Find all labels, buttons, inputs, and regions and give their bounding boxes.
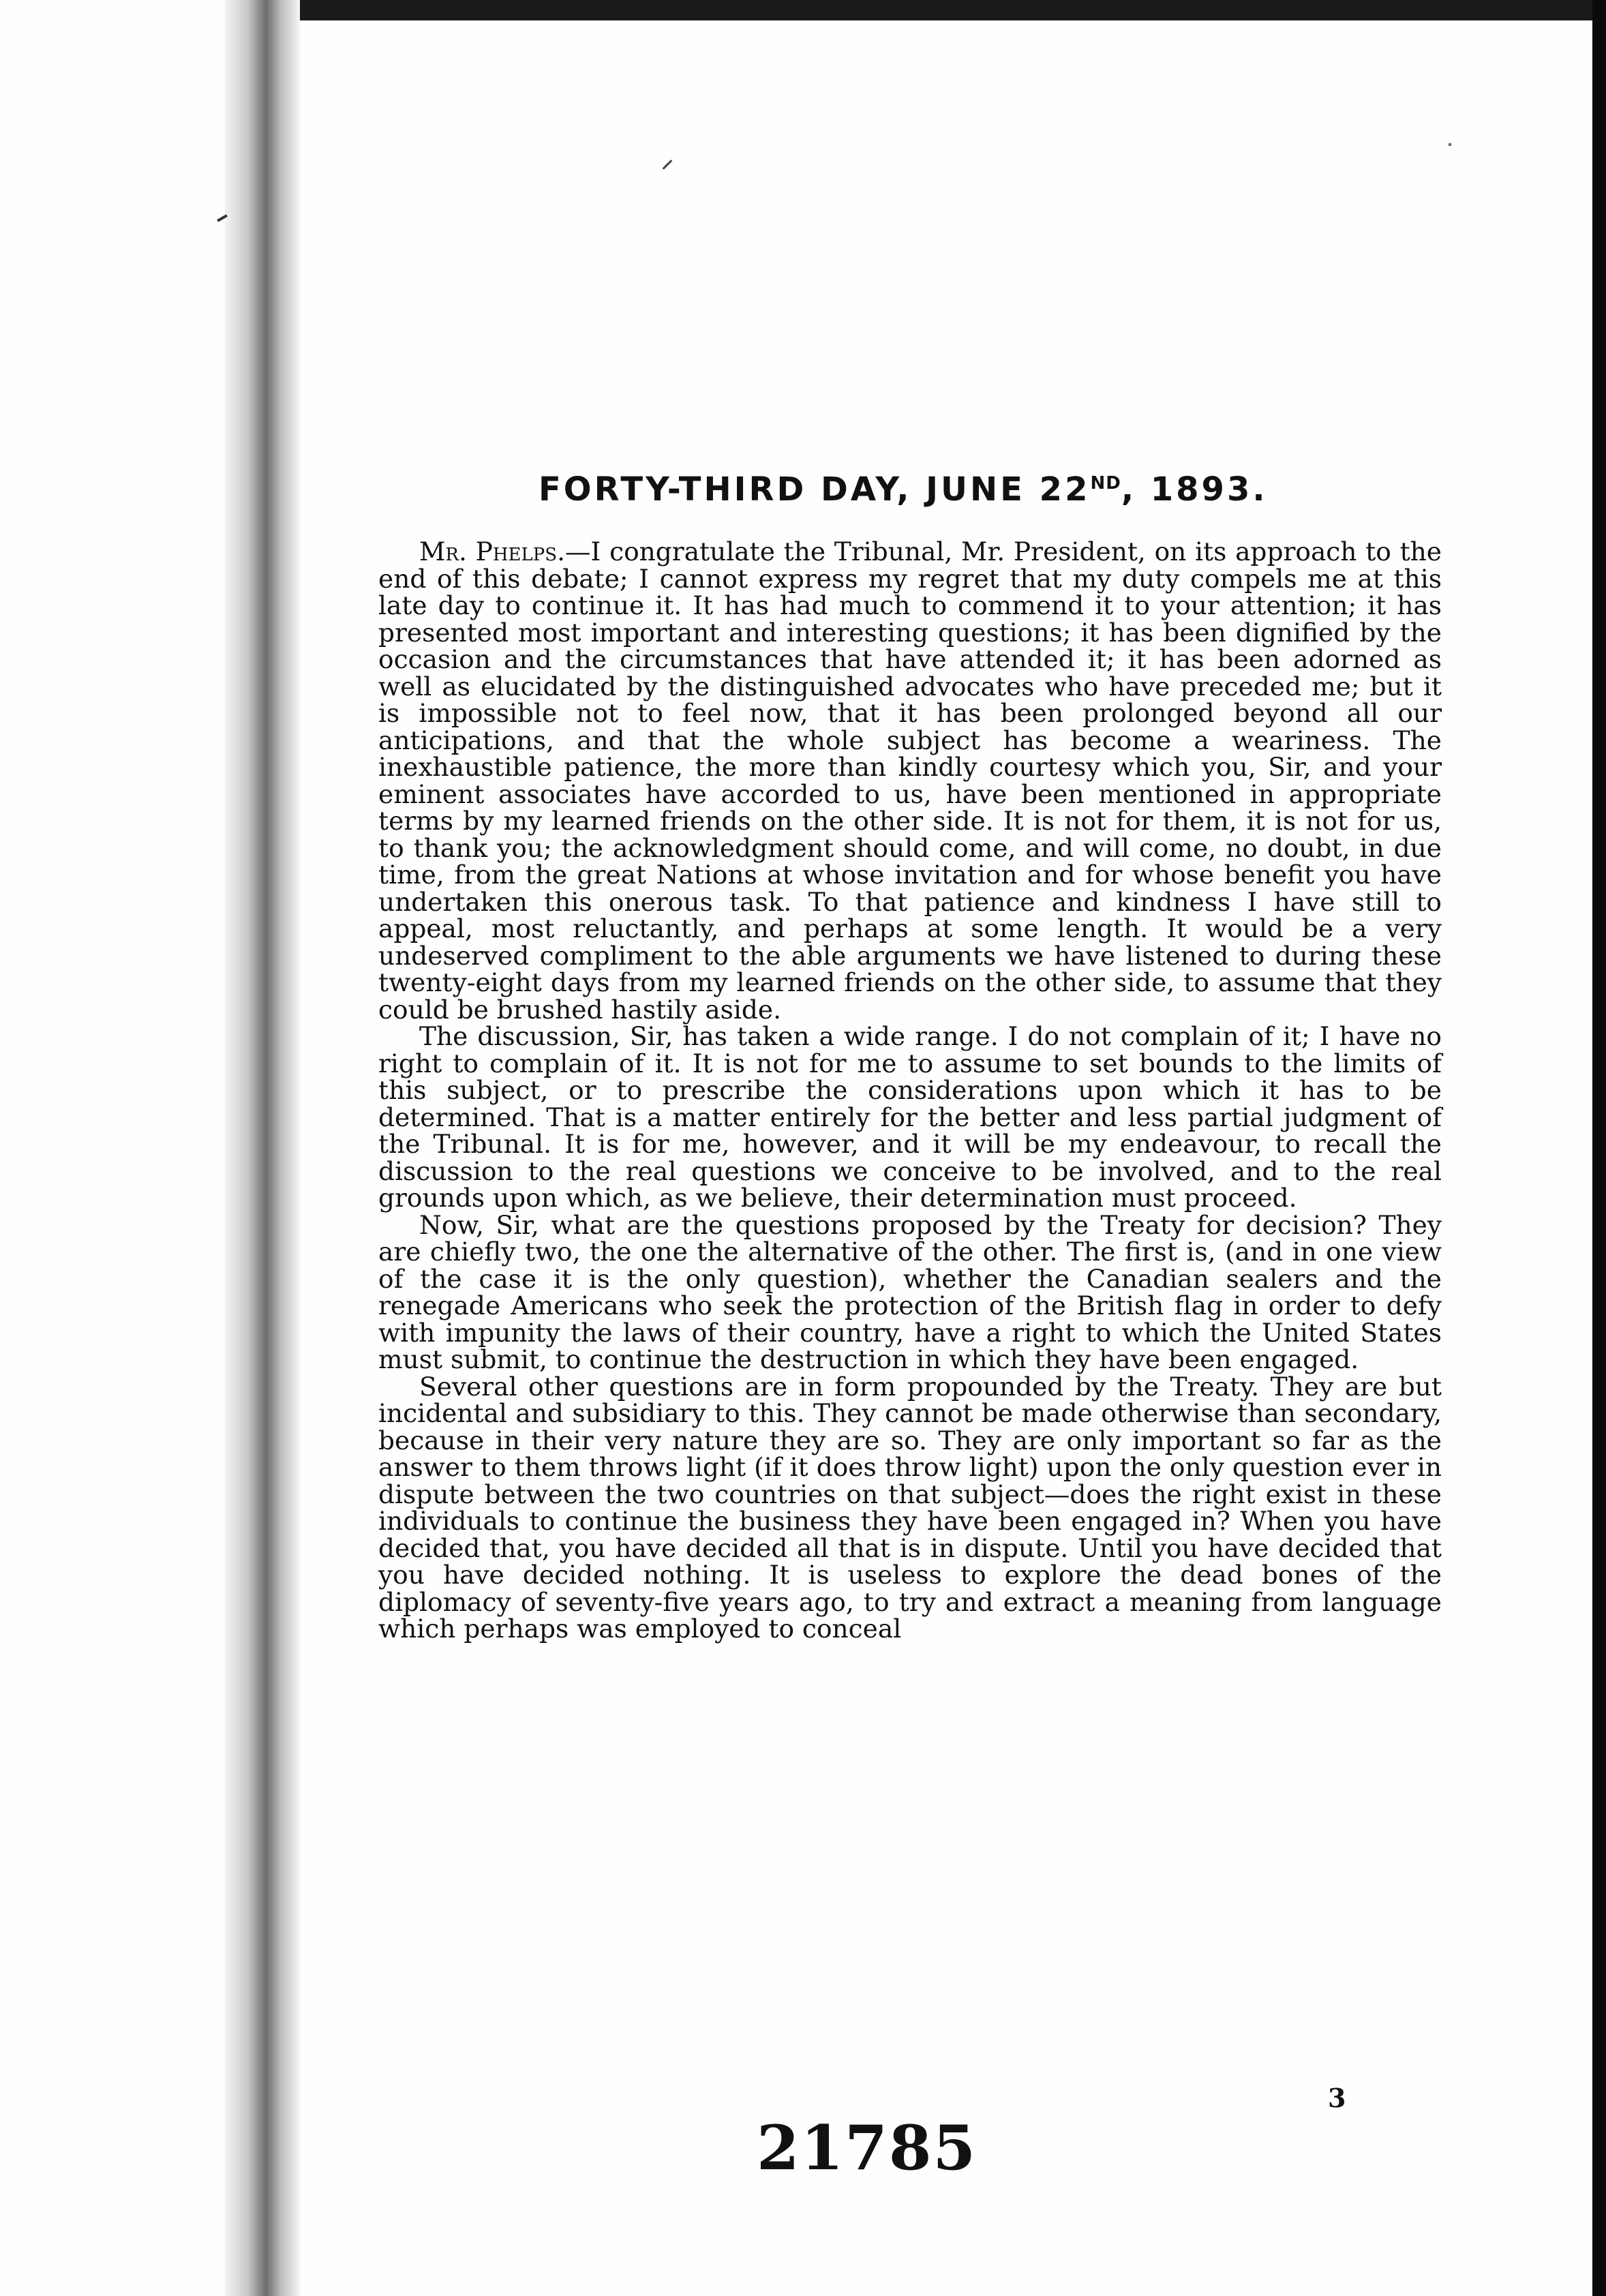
facing-page-edge — [0, 0, 225, 2296]
body-text — [378, 539, 1442, 1643]
speaker-name: Mr. Phelps. — [419, 537, 566, 567]
paragraph-text: Several other questions are in form propounded by the Treaty. They are but incidental and subsidiary to this. They cannot be made otherwise than secondary, because in their very nature they are so. They are only important so far as the answer to them throws light (if it does throw light) upon the only question ever in dispute between the two countries on that subject—does the right exist in these individuals to continue the business they have been engaged in? When you have decided that, you have decided all that is in dispute. Until you have decided that you have decided nothing. It is useless to explore the dead bones of the diplomacy of seventy-five years ago, to try and extract a meaning from language which perhaps was employed to conceal — [378, 1371, 1442, 1644]
right-border-shadow — [1592, 0, 1606, 2296]
paragraph-text: —I congratulate the Tribunal, Mr. President, on its approach to the end of this debate; I cannot express my regret that my duty compels me at this late day to continue it. It has had much to commend it to your attention; it has presented most important and interesting questions; it has been dignified by the occasion and the circumstances that have attended it; it has been adorned as well as elucidated by the distinguished advocates who have preceded me; but it is impossible not to feel now, that it has been prolonged beyond all our anticipations, and that the whole subject has become a weariness. The inexhaustible patience, the more than kindly courtesy which you, Sir, and your eminent associates have accorded to us, have been mentioned in appropriate terms by my learned friends on the other side. It is not for them, it is not for us, to thank you; the acknowledgment should come, and will come, no doubt, in due time, from the great Nations at whose invitation and for whose benefit you have undertaken this onerous task. To that patience and kindness I have still to appeal, most reluctantly, and perhaps at some length. It would be a very undeserved compliment to the able arguments we have listened to during these twenty-eight days from my learned friends on the other side, to assume that they could be brushed hastily aside. — [378, 537, 1442, 1025]
heading-ordinal: ND — [1090, 473, 1121, 494]
top-border-shadow — [300, 0, 1592, 20]
paragraph — [378, 1209, 1442, 1374]
page-number: 3 — [1328, 2083, 1346, 2113]
page-heading — [539, 470, 1357, 509]
paragraph-text: Now, Sir, what are the questions proposed by the Treaty for decision? They are chiefly two, the one the alternative of the other. The first is, (and in one view of the case it is the only question), whether the Canadian sealers and the renegade Americans who seek the protection of the British flag in order to defy with impunity the laws of their country, have a right to which the United States must submit, to continue the destruction in which they have been engaged. — [378, 1209, 1442, 1374]
ink-mark — [1449, 143, 1451, 146]
heading-main: FORTY-THIRD DAY, JUNE 22 — [539, 470, 1091, 509]
paragraph-text: The discussion, Sir, has taken a wide range. I do not complain of it; I have no right to complain of it. It is not for me to assume to set bounds to the limits of this subject, or to prescribe the considerations upon which it has to be determined. That is a matter entirely for the better and less partial judgment of the Tribunal. It is for me, however, and it will be my endeavour, to recall the discussion to the real questions we conceive to be involved, and to the real grounds upon which, as we believe, their determination must proceed. — [378, 1021, 1442, 1213]
paragraph — [378, 539, 1442, 1023]
book-spine — [225, 0, 300, 2296]
heading-year: , 1893. — [1121, 470, 1268, 509]
paragraph — [378, 1023, 1442, 1212]
archive-stamp-number: 21785 — [757, 2112, 978, 2184]
paragraph — [378, 1371, 1442, 1644]
